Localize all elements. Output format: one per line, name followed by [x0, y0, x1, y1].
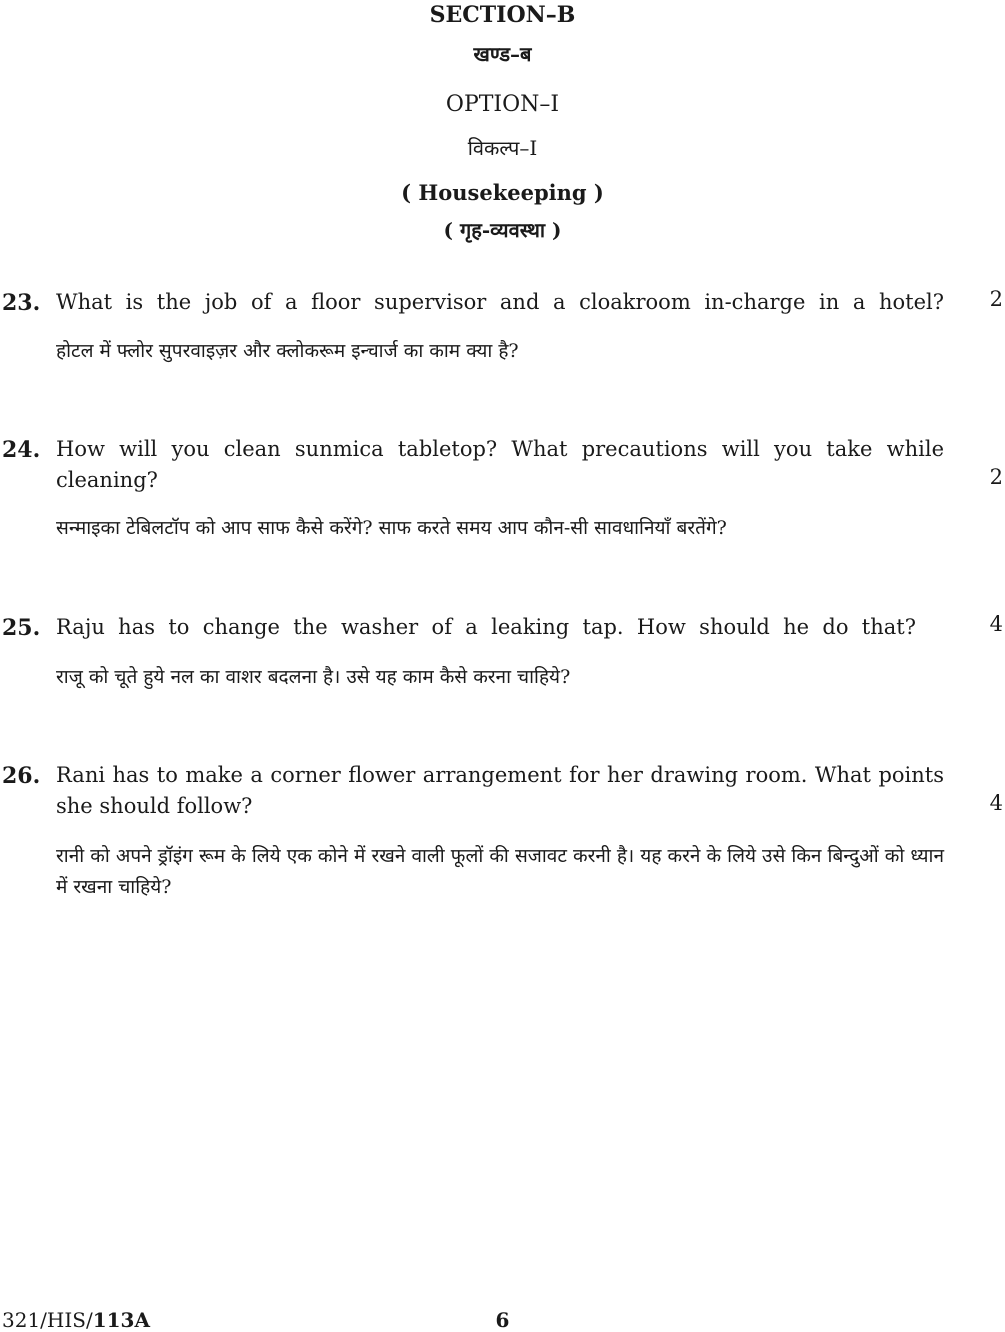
question-number: 23. [2, 290, 41, 316]
question-text-hindi: सन्माइका टेबिलटॉप को आप साफ कैसे करेंगे? साफ करते समय आप कौन-सी सावधानियाँ बरतेंगे? [56, 517, 727, 539]
question-text-english: Raju has to change the washer of a leaking tap. How should he do that? [56, 615, 916, 639]
question-text-english: What is the job of a floor supervisor and a cloakroom in-charge in a hotel? [56, 290, 944, 314]
option-title: OPTION–I [445, 92, 560, 117]
question-marks: 4 [989, 612, 1003, 636]
question-marks: 4 [989, 791, 1003, 815]
page-number: 6 [495, 1308, 510, 1332]
section-title-hindi: खण्ड–ब [473, 42, 532, 66]
question-number: 24. [2, 437, 41, 463]
question-text-hindi: रानी को अपने ड्रॉइंग रूम के लिये एक कोने में रखने वाली फूलों की सजावट करनी है। यह करने के लिये उसे किन बिन्दुओं को ध्यान में रखना चाहिये? [56, 845, 944, 898]
question-marks: 2 [989, 465, 1003, 489]
option-title-hindi: विकल्प–I [467, 136, 538, 160]
question-text-hindi: राजू को चूते हुये नल का वाशर बदलना है। उसे यह काम कैसे करना चाहिये? [56, 666, 571, 688]
subject-title: ( Housekeeping ) [401, 180, 604, 205]
subject-title-hindi: ( गृह-व्यवस्था ) [443, 218, 562, 242]
question-text-hindi: होटल में फ्लोर सुपरवाइज़र और क्लोकरूम इन्चार्ज का काम क्या है? [56, 340, 519, 362]
question-text-english: How will you clean sunmica tabletop? What precautions will you take while cleaning? [56, 437, 944, 492]
section-title: SECTION–B [429, 2, 576, 28]
paper-code-prefix: 321/HIS/ [2, 1308, 93, 1332]
paper-code-suffix: 113A [92, 1308, 150, 1332]
question-number: 25. [2, 615, 41, 641]
question-marks: 2 [989, 287, 1003, 311]
question-text-english: Rani has to make a corner flower arrangement for her drawing room. What points she should follow? [56, 763, 944, 818]
question-number: 26. [2, 763, 41, 789]
